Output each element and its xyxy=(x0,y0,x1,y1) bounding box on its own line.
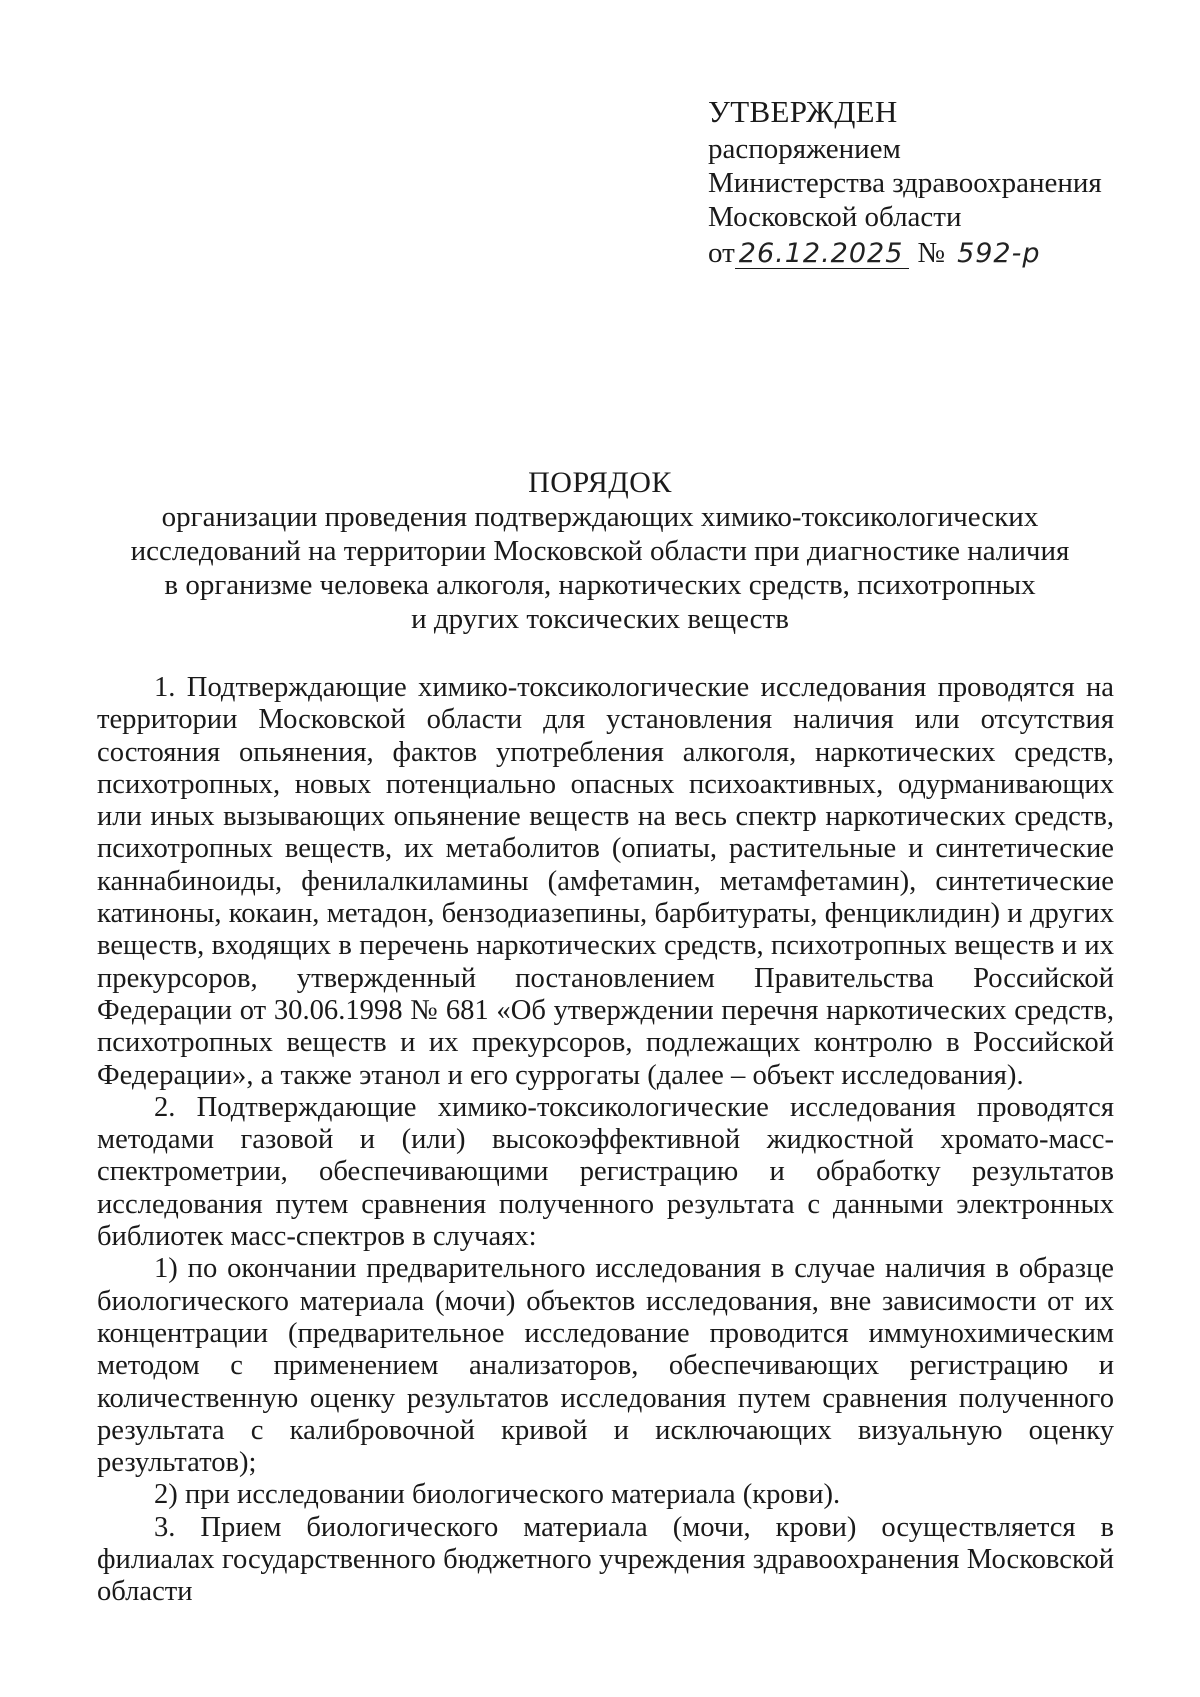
title-line-2: исследований на территории Московской области при диагностике наличия xyxy=(130,535,1070,567)
document-title: ПОРЯДОК xyxy=(528,466,672,499)
document-title-block xyxy=(0,466,1200,636)
title-line-1: организации проведения подтверждающих химико-токсикологических xyxy=(161,501,1039,533)
approval-stamp-block xyxy=(708,92,1103,270)
title-line-3: в организме человека алкоголя, наркотических средств, психотропных xyxy=(164,569,1036,601)
paragraph-2-item-2: 2) при исследовании биологического материала (крови). xyxy=(154,1479,841,1511)
paragraph-1: 1. Подтверждающие химико-токсикологические исследования проводятся на территории Московской области для установления наличия или отсутствия состояния опьянения, фактов употребления алкоголя, наркотических средств, психотропных, новых потенциально опасных психоактивных, одурманивающих или иных вызывающих опьянение веществ на весь спектр наркотических средств, психотропных веществ, их метаболитов (опиаты, растительные и синтетические каннабиноиды, фенилалкиламины (амфетамин, метамфетамин), синтетические катиноны, кокаин, метадон, бензодиазепины, барбитураты, фенциклидин) и других веществ, входящих в перечень наркотических средств, психотропных веществ и их прекурсоров, утвержденный постановлением Правительства Российской Федерации от 30.06.1998 № 681 «Об утверждении перечня наркотических средств, психотропных веществ и их прекурсоров, подлежащих контролю в Российской Федерации», а также этанол и его суррогаты (далее – объект исследования). xyxy=(97,672,1114,1091)
approval-line-order: распоряжением xyxy=(708,133,901,165)
handwritten-date: 26.12.2025 xyxy=(735,240,910,269)
number-sign: № xyxy=(917,237,946,269)
approval-heading: УТВЕРЖДЕН xyxy=(708,94,898,129)
document-body xyxy=(97,672,1114,1609)
date-prefix: от xyxy=(708,237,735,269)
paragraph-3: 3. Прием биологического материала (мочи, крови) осуществляется в филиалах государственного бюджетного учреждения здравоохранения Московской области xyxy=(97,1511,1114,1608)
paragraph-2-item-1: 1) по окончании предварительного исследования в случае наличия в образце биологического материала (мочи) объектов исследования, вне зависимости от их концентрации (предварительное исследование проводится иммунохимическим методом с применением анализаторов, обеспечивающих регистрацию и количественную оценку результатов исследования путем сравнения полученного результата с калибровочной кривой и исключающих визуальную оценку результатов); xyxy=(97,1253,1114,1479)
approval-date-line xyxy=(708,236,1103,270)
approval-line-ministry: Министерства здравоохранения xyxy=(708,167,1102,199)
paragraph-2: 2. Подтверждающие химико-токсикологические исследования проводятся методами газовой и (или) высокоэффективной жидкостной хромато-масс-спектрометрии, обеспечивающими регистрацию и обработку результатов исследования путем сравнения полученного результата с данными электронных библиотек масс-спектров в случаях: xyxy=(97,1091,1114,1253)
approval-line-region: Московской области xyxy=(708,201,962,233)
title-line-4: и других токсических веществ xyxy=(411,603,789,635)
handwritten-number: 592-р xyxy=(957,238,1041,269)
